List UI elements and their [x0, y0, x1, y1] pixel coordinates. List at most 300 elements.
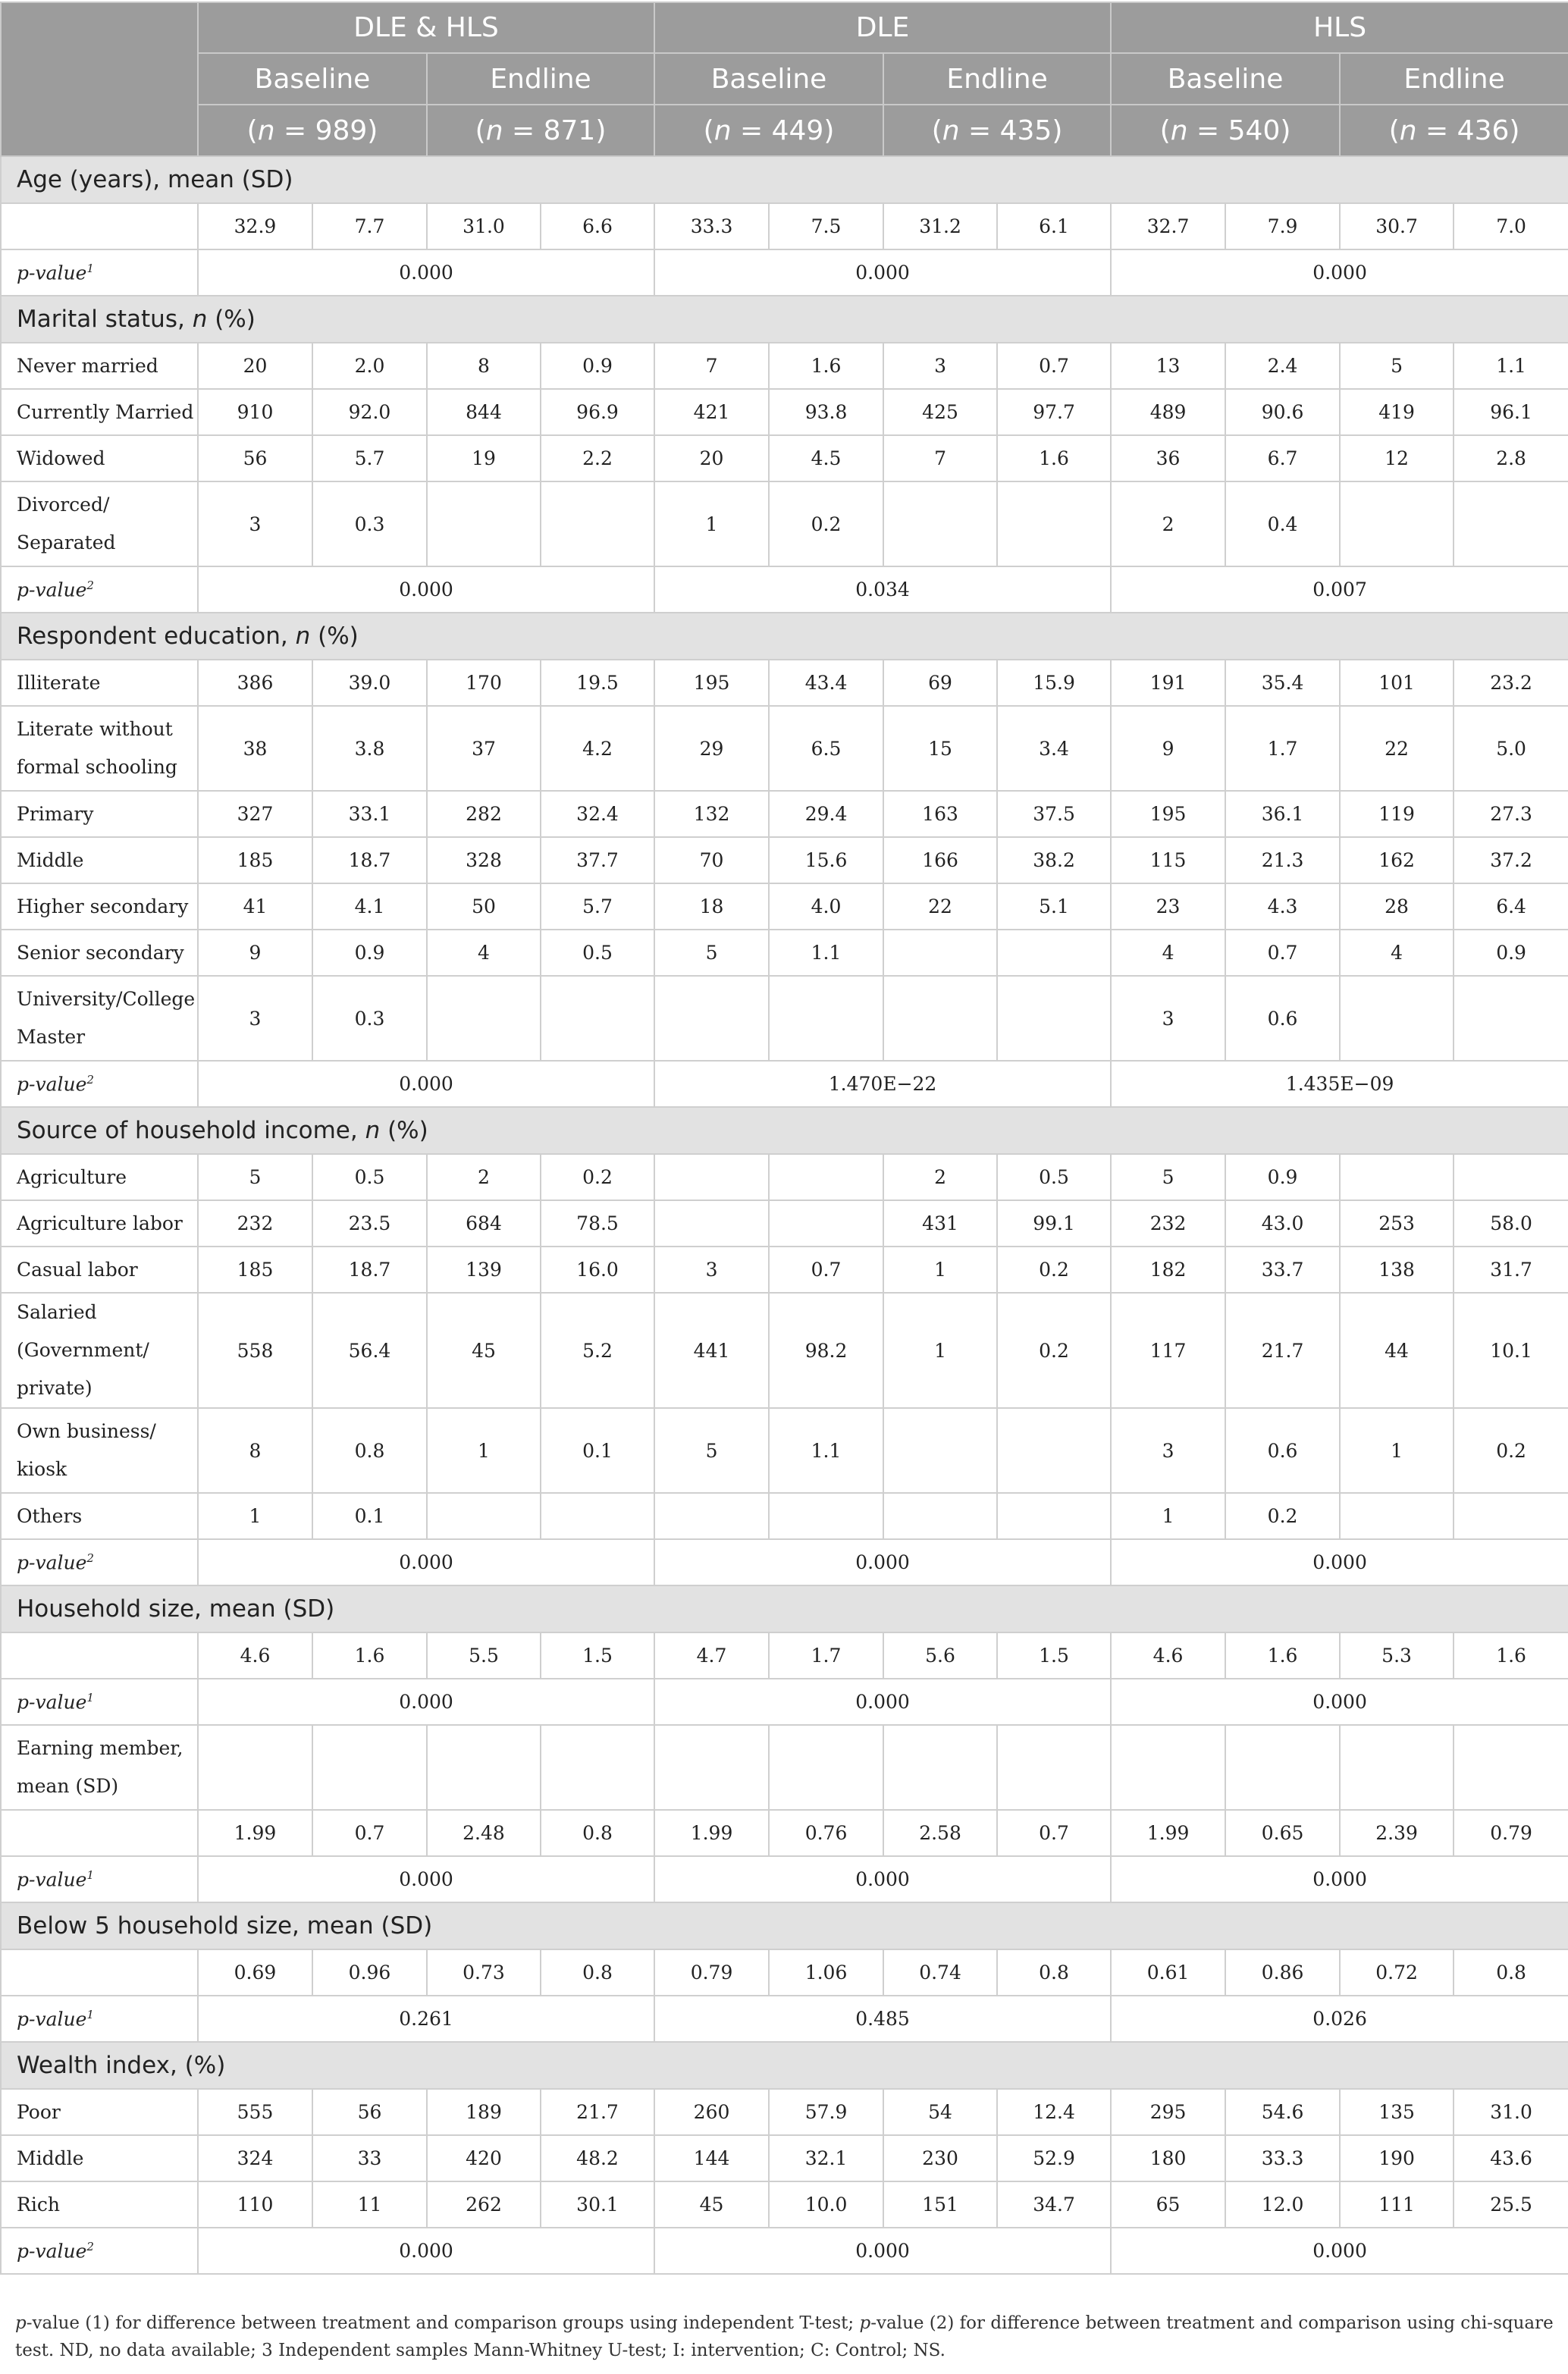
table-cell: 1.7 — [1225, 706, 1340, 791]
p-value-cell: 0.034 — [654, 566, 1111, 613]
p-value-cell: 0.000 — [198, 249, 654, 296]
table-cell: 0.1 — [312, 1493, 427, 1539]
table-cell — [1340, 1154, 1454, 1200]
table-cell: 15.6 — [769, 837, 883, 883]
table-cell: 45 — [654, 2181, 769, 2228]
table-cell: 97.7 — [997, 389, 1111, 435]
row-label: Salaried (Government/ private) — [1, 1293, 198, 1408]
table-cell: 0.2 — [1454, 1408, 1568, 1493]
table-cell: 29.4 — [769, 791, 883, 837]
header-period: Baseline — [654, 53, 883, 105]
table-cell: 41 — [198, 883, 312, 930]
p-value-cell: 0.000 — [198, 1539, 654, 1585]
table-cell: 3.8 — [312, 706, 427, 791]
table-cell: 1.99 — [198, 1810, 312, 1856]
table-cell: 3.4 — [997, 706, 1111, 791]
table-cell: 39.0 — [312, 660, 427, 706]
p-value-text: p-value — [17, 262, 87, 284]
p-value-cell: 0.000 — [654, 1539, 1111, 1585]
table-cell — [769, 1493, 883, 1539]
table-cell: 253 — [1340, 1200, 1454, 1247]
table-cell: 57.9 — [769, 2089, 883, 2135]
table-cell — [427, 976, 541, 1061]
table-cell: 4 — [1111, 930, 1225, 976]
p-value-cell: 0.000 — [654, 1679, 1111, 1725]
table-cell: 0.2 — [997, 1247, 1111, 1293]
p-value-text: p-value — [17, 579, 87, 601]
table-cell: 2.8 — [1454, 435, 1568, 481]
row-label: Agriculture labor — [1, 1200, 198, 1247]
table-cell: 431 — [883, 1200, 997, 1247]
p-value-cell: 1.435E−09 — [1111, 1061, 1568, 1107]
table-cell: 90.6 — [1225, 389, 1340, 435]
row-label: University/College Master — [1, 976, 198, 1061]
n-value: 435 — [999, 114, 1052, 146]
table-cell: 13 — [1111, 343, 1225, 389]
n-value: 989 — [315, 114, 368, 146]
table-cell: 18.7 — [312, 1247, 427, 1293]
table-cell: 195 — [654, 660, 769, 706]
table-cell: 191 — [1111, 660, 1225, 706]
table-row — [1, 2089, 1568, 2135]
table-cell: 56 — [312, 2089, 427, 2135]
table-cell: 11 — [312, 2181, 427, 2228]
table-cell: 0.7 — [769, 1247, 883, 1293]
table-cell: 10.0 — [769, 2181, 883, 2228]
p-value-row — [1, 566, 1568, 613]
table-cell — [654, 1493, 769, 1539]
table-cell — [769, 1154, 883, 1200]
table-cell: 110 — [198, 2181, 312, 2228]
table-cell: 37 — [427, 706, 541, 791]
table-cell: 386 — [198, 660, 312, 706]
table-cell: 0.4 — [1225, 481, 1340, 566]
table-cell: 32.4 — [541, 791, 654, 837]
row-label: Higher secondary — [1, 883, 198, 930]
table-cell: 19 — [427, 435, 541, 481]
table-row — [1, 435, 1568, 481]
p-value-cell: 0.000 — [654, 2228, 1111, 2274]
table-cell — [1454, 481, 1568, 566]
section-header-row — [1, 1107, 1568, 1154]
table-cell: 0.7 — [312, 1810, 427, 1856]
table-cell: 5.0 — [1454, 706, 1568, 791]
p-value-superscript: 1 — [86, 1868, 94, 1882]
table-cell: 327 — [198, 791, 312, 837]
table-cell: 93.8 — [769, 389, 883, 435]
table-cell — [1454, 1154, 1568, 1200]
table-cell: 132 — [654, 791, 769, 837]
table-footnote: p-value (1) for difference between treatment and comparison groups using independent T-test; p-value (2) for difference between treatment and comparison using chi-square test. ND, no data available; 3 Independent samples Mann-Whitney U-test; I: intervention; C: Control; NS. — [15, 2313, 1554, 2360]
table-cell: 5.7 — [312, 435, 427, 481]
table-cell: 98.2 — [769, 1293, 883, 1408]
row-label — [1, 203, 198, 249]
table-cell: 6.1 — [997, 203, 1111, 249]
table-cell: 1.7 — [769, 1632, 883, 1679]
table-cell — [1454, 1493, 1568, 1539]
table-cell: 139 — [427, 1247, 541, 1293]
table-cell: 0.7 — [1225, 930, 1340, 976]
p-value-superscript: 1 — [86, 1690, 94, 1704]
table-cell: 1.99 — [654, 1810, 769, 1856]
table-cell: 1.1 — [1454, 343, 1568, 389]
table-cell: 1.1 — [769, 1408, 883, 1493]
table-cell: 2.2 — [541, 435, 654, 481]
table-row — [1, 930, 1568, 976]
n-value: 871 — [543, 114, 596, 146]
table-cell: 7 — [654, 343, 769, 389]
header-n: (n = 449) — [654, 105, 883, 156]
table-cell: 3 — [883, 343, 997, 389]
table-cell: 0.3 — [312, 481, 427, 566]
sub-label-row — [1, 1725, 1568, 1810]
table-body — [1, 2, 1568, 2274]
table-cell: 2.0 — [312, 343, 427, 389]
table-cell: 3 — [1111, 976, 1225, 1061]
p-value-cell: 0.000 — [1111, 1539, 1568, 1585]
table-cell: 37.2 — [1454, 837, 1568, 883]
empty-cell — [654, 1725, 769, 1810]
section-title: Household size, mean (SD) — [1, 1585, 1568, 1632]
table-cell: 170 — [427, 660, 541, 706]
table-cell: 115 — [1111, 837, 1225, 883]
table-cell: 4.5 — [769, 435, 883, 481]
row-label: Divorced/ Separated — [1, 481, 198, 566]
table-cell: 3 — [198, 481, 312, 566]
table-cell: 163 — [883, 791, 997, 837]
header-period-row — [1, 53, 1568, 105]
table-cell: 56.4 — [312, 1293, 427, 1408]
header-group-dle-hls: DLE & HLS — [198, 2, 654, 53]
n-value: 540 — [1228, 114, 1281, 146]
table-row — [1, 2135, 1568, 2181]
row-label — [1, 1632, 198, 1679]
table-cell: 22 — [1340, 706, 1454, 791]
table-cell: 54.6 — [1225, 2089, 1340, 2135]
table-cell: 230 — [883, 2135, 997, 2181]
section-title: Wealth index, (%) — [1, 2042, 1568, 2089]
table-cell: 69 — [883, 660, 997, 706]
table-cell: 2.39 — [1340, 1810, 1454, 1856]
p-value-row — [1, 249, 1568, 296]
table-cell: 33.1 — [312, 791, 427, 837]
table-cell: 0.8 — [1454, 1949, 1568, 1996]
table-cell: 21.7 — [1225, 1293, 1340, 1408]
table-cell: 52.9 — [997, 2135, 1111, 2181]
p-value-superscript: 2 — [86, 1551, 94, 1565]
table-cell: 2 — [427, 1154, 541, 1200]
table-cell: 31.2 — [883, 203, 997, 249]
p-value-cell: 1.470E−22 — [654, 1061, 1111, 1107]
row-label: Illiterate — [1, 660, 198, 706]
section-title: Marital status, n (%) — [1, 296, 1568, 343]
table-cell: 910 — [198, 389, 312, 435]
table-cell: 23.5 — [312, 1200, 427, 1247]
header-corner — [1, 2, 198, 156]
p-value-row — [1, 1539, 1568, 1585]
table-cell: 4.1 — [312, 883, 427, 930]
table-cell: 9 — [1111, 706, 1225, 791]
table-cell: 684 — [427, 1200, 541, 1247]
section-title: Respondent education, n (%) — [1, 613, 1568, 660]
table-cell: 20 — [198, 343, 312, 389]
empty-cell — [997, 1725, 1111, 1810]
table-cell: 295 — [1111, 2089, 1225, 2135]
table-cell: 185 — [198, 1247, 312, 1293]
row-label — [1, 1949, 198, 1996]
table-cell: 1.6 — [769, 343, 883, 389]
table-row — [1, 660, 1568, 706]
table-cell: 1.06 — [769, 1949, 883, 1996]
table-cell: 20 — [654, 435, 769, 481]
table-cell: 4.2 — [541, 706, 654, 791]
table-cell: 65 — [1111, 2181, 1225, 2228]
table-cell: 0.8 — [997, 1949, 1111, 1996]
table-cell: 32.1 — [769, 2135, 883, 2181]
table-cell: 0.69 — [198, 1949, 312, 1996]
table-cell — [1340, 481, 1454, 566]
table-cell: 18.7 — [312, 837, 427, 883]
table-cell: 0.8 — [541, 1810, 654, 1856]
table-cell: 96.9 — [541, 389, 654, 435]
table-cell: 18 — [654, 883, 769, 930]
p-value-cell: 0.000 — [198, 1061, 654, 1107]
table-cell: 4.6 — [198, 1632, 312, 1679]
empty-cell — [312, 1725, 427, 1810]
table-row — [1, 1493, 1568, 1539]
table-cell: 21.7 — [541, 2089, 654, 2135]
table-cell: 1 — [654, 481, 769, 566]
empty-cell — [1111, 1725, 1225, 1810]
section-header-row — [1, 296, 1568, 343]
table-cell: 32.9 — [198, 203, 312, 249]
table-cell: 0.73 — [427, 1949, 541, 1996]
empty-cell — [883, 1725, 997, 1810]
table-cell — [997, 1493, 1111, 1539]
table-cell: 138 — [1340, 1247, 1454, 1293]
table-cell: 844 — [427, 389, 541, 435]
table-cell: 111 — [1340, 2181, 1454, 2228]
table-cell: 3 — [1111, 1408, 1225, 1493]
section-header-row — [1, 2042, 1568, 2089]
p-value-label — [1, 1856, 198, 1902]
row-label: Casual labor — [1, 1247, 198, 1293]
table-cell: 0.9 — [1454, 930, 1568, 976]
table-cell: 4.7 — [654, 1632, 769, 1679]
p-value-label — [1, 1539, 198, 1585]
table-cell: 117 — [1111, 1293, 1225, 1408]
table-row — [1, 883, 1568, 930]
p-value-cell: 0.000 — [654, 1856, 1111, 1902]
section-title: Source of household income, n (%) — [1, 1107, 1568, 1154]
table-cell — [541, 976, 654, 1061]
table-cell: 0.96 — [312, 1949, 427, 1996]
table-cell: 420 — [427, 2135, 541, 2181]
table-cell: 31.0 — [427, 203, 541, 249]
p-value-label — [1, 2228, 198, 2274]
n-value: 449 — [771, 114, 824, 146]
table-cell: 1 — [883, 1247, 997, 1293]
p-value-cell: 0.000 — [198, 2228, 654, 2274]
table-cell: 0.86 — [1225, 1949, 1340, 1996]
table-cell — [883, 1408, 997, 1493]
table-cell: 4.0 — [769, 883, 883, 930]
header-group-hls: HLS — [1111, 2, 1568, 53]
table-cell: 50 — [427, 883, 541, 930]
table-cell: 16.0 — [541, 1247, 654, 1293]
table-cell: 5 — [654, 1408, 769, 1493]
table-cell: 25.5 — [1454, 2181, 1568, 2228]
table-cell — [997, 1408, 1111, 1493]
table-cell: 7.5 — [769, 203, 883, 249]
row-label: Middle — [1, 837, 198, 883]
table-cell: 232 — [198, 1200, 312, 1247]
table-cell: 189 — [427, 2089, 541, 2135]
table-cell: 6.7 — [1225, 435, 1340, 481]
table-cell: 12.4 — [997, 2089, 1111, 2135]
table-row — [1, 203, 1568, 249]
table-cell: 5.5 — [427, 1632, 541, 1679]
table-cell: 260 — [654, 2089, 769, 2135]
p-value-label — [1, 1679, 198, 1725]
empty-cell — [1454, 1725, 1568, 1810]
table-cell: 29 — [654, 706, 769, 791]
table-cell — [883, 930, 997, 976]
header-n: (n = 540) — [1111, 105, 1340, 156]
header-n-row — [1, 105, 1568, 156]
table-cell: 3 — [654, 1247, 769, 1293]
table-row — [1, 343, 1568, 389]
row-label: Rich — [1, 2181, 198, 2228]
p-value-row — [1, 2228, 1568, 2274]
p-value-cell: 0.000 — [1111, 2228, 1568, 2274]
table-cell: 0.7 — [997, 1810, 1111, 1856]
table-cell: 30.1 — [541, 2181, 654, 2228]
table-row — [1, 1200, 1568, 1247]
table-cell: 7.9 — [1225, 203, 1340, 249]
p-value-text: p-value — [17, 2240, 87, 2263]
empty-cell — [427, 1725, 541, 1810]
table-cell: 0.6 — [1225, 976, 1340, 1061]
table-cell: 1.99 — [1111, 1810, 1225, 1856]
table-cell: 0.2 — [541, 1154, 654, 1200]
table-cell: 37.7 — [541, 837, 654, 883]
header-n: (n = 871) — [427, 105, 654, 156]
p-value-cell: 0.000 — [1111, 1679, 1568, 1725]
table-cell: 2.4 — [1225, 343, 1340, 389]
table-cell: 1.6 — [312, 1632, 427, 1679]
table-cell: 78.5 — [541, 1200, 654, 1247]
table-cell: 33 — [312, 2135, 427, 2181]
header-n: (n = 989) — [198, 105, 427, 156]
table-row — [1, 1247, 1568, 1293]
table-row — [1, 1810, 1568, 1856]
row-label: Literate without formal schooling — [1, 706, 198, 791]
p-value-cell: 0.000 — [1111, 1856, 1568, 1902]
table-row — [1, 976, 1568, 1061]
header-period: Endline — [1340, 53, 1568, 105]
table-cell: 558 — [198, 1293, 312, 1408]
table-cell — [1454, 976, 1568, 1061]
table-cell: 34.7 — [997, 2181, 1111, 2228]
table-cell: 7.7 — [312, 203, 427, 249]
table-row — [1, 1408, 1568, 1493]
table-row — [1, 1949, 1568, 1996]
table-cell: 33.3 — [654, 203, 769, 249]
table-cell — [1340, 1493, 1454, 1539]
header-group-dle: DLE — [654, 2, 1111, 53]
table-cell: 28 — [1340, 883, 1454, 930]
section-header-row — [1, 613, 1568, 660]
p-value-cell: 0.000 — [1111, 249, 1568, 296]
table-cell: 5 — [654, 930, 769, 976]
row-label: Widowed — [1, 435, 198, 481]
table-row — [1, 1632, 1568, 1679]
table-cell: 0.9 — [312, 930, 427, 976]
header-period: Endline — [883, 53, 1111, 105]
table-cell: 0.5 — [541, 930, 654, 976]
table-cell — [654, 976, 769, 1061]
table-cell: 0.72 — [1340, 1949, 1454, 1996]
table-cell: 44 — [1340, 1293, 1454, 1408]
row-label: Agriculture — [1, 1154, 198, 1200]
table-cell: 555 — [198, 2089, 312, 2135]
row-label: Earning member, mean (SD) — [1, 1725, 198, 1810]
row-label: Never married — [1, 343, 198, 389]
table-cell: 0.76 — [769, 1810, 883, 1856]
table-cell: 232 — [1111, 1200, 1225, 1247]
table-cell: 0.79 — [1454, 1810, 1568, 1856]
table-cell: 0.2 — [997, 1293, 1111, 1408]
table-cell: 10.1 — [1454, 1293, 1568, 1408]
table-cell: 4.6 — [1111, 1632, 1225, 1679]
table-cell: 1.1 — [769, 930, 883, 976]
table-cell: 43.4 — [769, 660, 883, 706]
table-cell: 12 — [1340, 435, 1454, 481]
table-cell: 0.61 — [1111, 1949, 1225, 1996]
row-label: Own business/ kiosk — [1, 1408, 198, 1493]
table-cell: 23.2 — [1454, 660, 1568, 706]
table-cell: 180 — [1111, 2135, 1225, 2181]
table-cell: 70 — [654, 837, 769, 883]
table-cell: 54 — [883, 2089, 997, 2135]
row-label: Primary — [1, 791, 198, 837]
table-cell: 6.6 — [541, 203, 654, 249]
table-cell: 15.9 — [997, 660, 1111, 706]
table-cell: 162 — [1340, 837, 1454, 883]
header-period: Baseline — [1111, 53, 1340, 105]
table-cell: 5.2 — [541, 1293, 654, 1408]
table-cell: 7 — [883, 435, 997, 481]
table-cell: 36 — [1111, 435, 1225, 481]
p-value-label — [1, 1996, 198, 2042]
table-cell: 22 — [883, 883, 997, 930]
table-cell: 43.0 — [1225, 1200, 1340, 1247]
section-header-row — [1, 1585, 1568, 1632]
p-value-label — [1, 1061, 198, 1107]
table-row — [1, 1293, 1568, 1408]
table-cell: 5 — [1111, 1154, 1225, 1200]
table-cell: 0.79 — [654, 1949, 769, 1996]
p-value-cell: 0.485 — [654, 1996, 1111, 2042]
empty-cell — [198, 1725, 312, 1810]
row-label: Middle — [1, 2135, 198, 2181]
p-value-text: p-value — [17, 1691, 87, 1714]
n-value: 436 — [1457, 114, 1510, 146]
table-row — [1, 706, 1568, 791]
table-cell: 2 — [883, 1154, 997, 1200]
table-cell: 9 — [198, 930, 312, 976]
